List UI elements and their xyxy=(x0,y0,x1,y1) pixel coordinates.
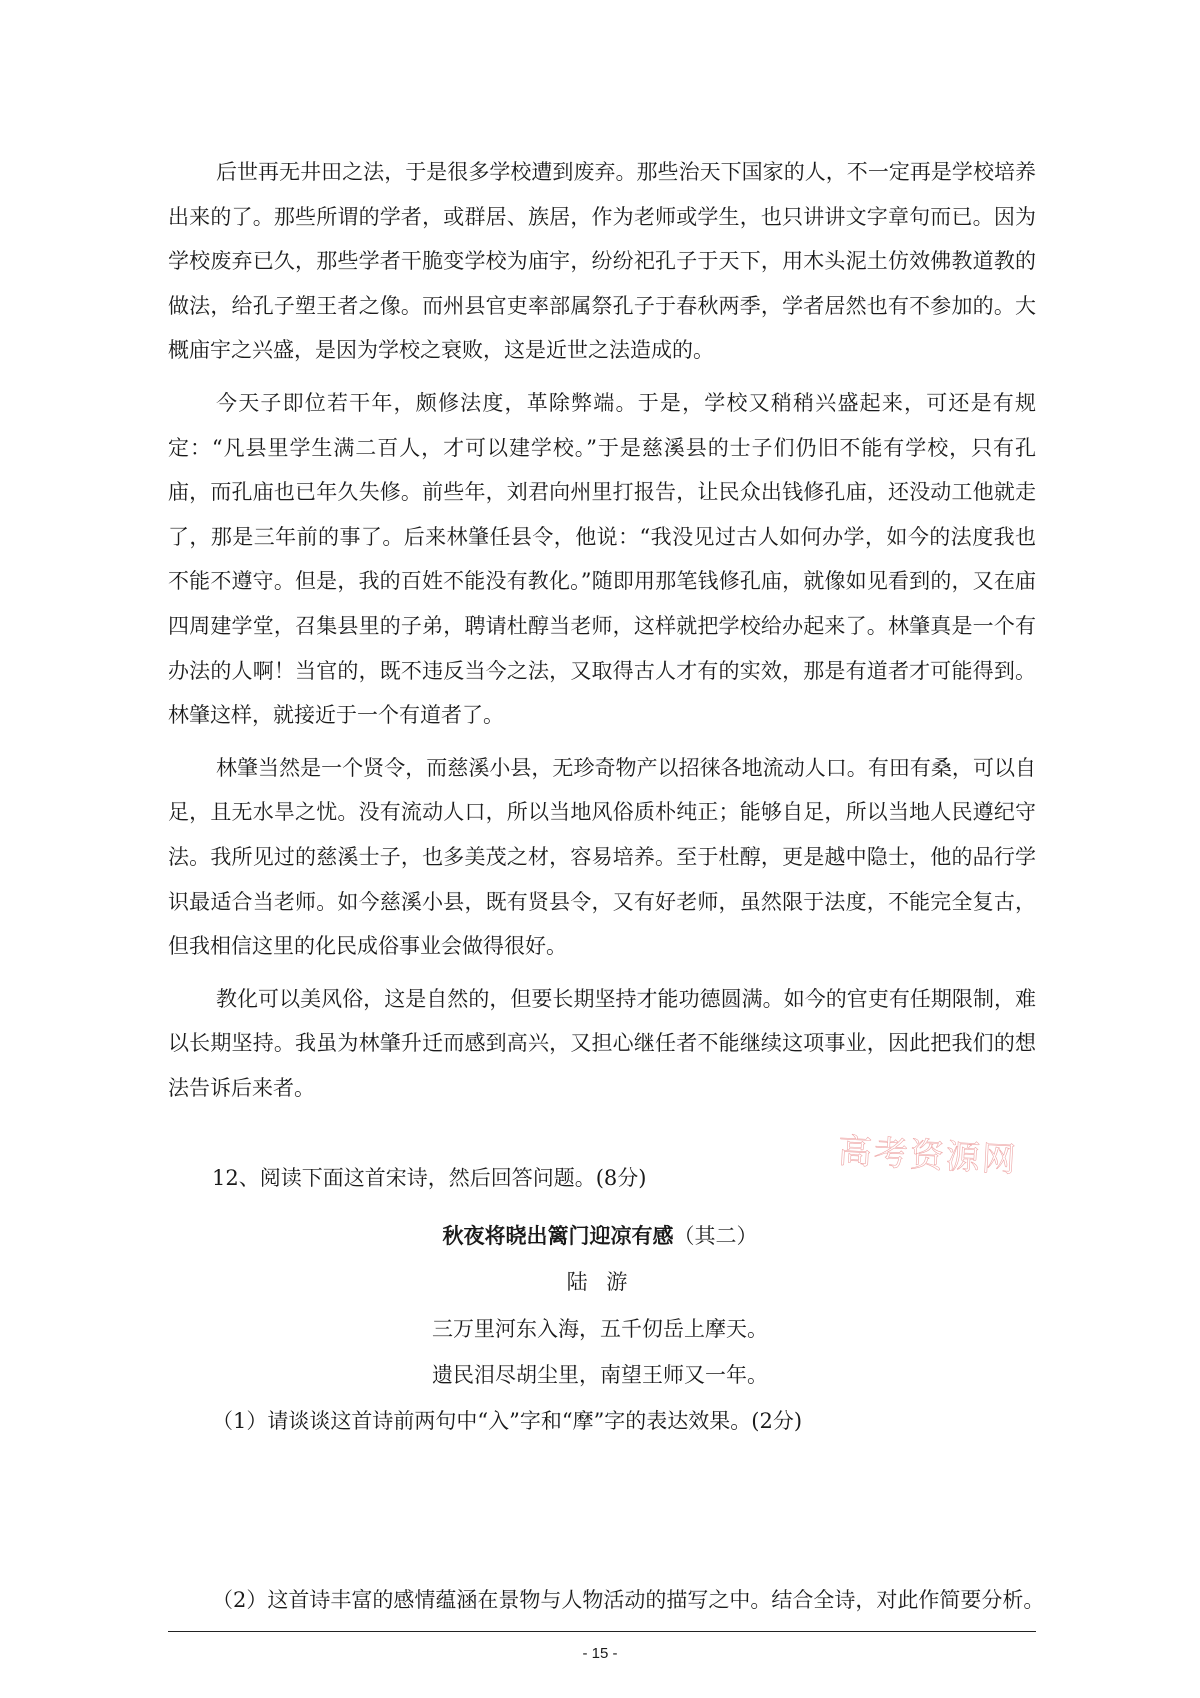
poem-line-2: 遗民泪尽胡尘里，南望王师又一年。 xyxy=(432,1363,768,1387)
watermark-stamp: 高考资源网 xyxy=(836,1131,1019,1181)
poem-title-note: （其二） xyxy=(673,1224,758,1248)
poem-line-1: 三万里河东入海，五千仞岳上摩天。 xyxy=(432,1317,768,1341)
poem-author: 陆 游 xyxy=(566,1270,634,1294)
paragraph-3: 林肇当然是一个贤令，而慈溪小县，无珍奇物产以招徕各地流动人口。有田有桑，可以自足，且无水旱之忧。没有流动人口，所以当地风俗质朴纯正；能够自足，所以当地人民遵纪守法。我所见过的慈溪士子，也多美茂之材，容易培养。至于杜醇，更是越中隐士，他的品行学识最适合当老师。如今慈溪小县，既有贤县令，又有好老师，虽然限于法度，不能完全复古，但我相信这里的化民成俗事业会做得很好。 xyxy=(168,755,1036,959)
page-number: - 15 - xyxy=(582,1645,618,1662)
paragraph-4: 教化可以美风俗，这是自然的，但要长期坚持才能功德圆满。如今的官吏有任期限制，难以长期坚持。我虽为林肇升迁而感到高兴，又担心继任者不能继续这项事业，因此把我们的想法告诉后来者。 xyxy=(168,986,1036,1100)
passage-text xyxy=(168,150,1036,1118)
subquestion-1: （1）请谈谈这首诗前两句中“入”字和“摩”字的表达效果。(2分) xyxy=(212,1409,803,1433)
poem-title-text: 秋夜将晓出篱门迎凉有感 xyxy=(442,1223,674,1248)
subquestion-2: （2）这首诗丰富的感情蕴涵在景物与人物活动的描写之中。结合全诗，对此作简要分析。 xyxy=(212,1588,1045,1612)
poem-title xyxy=(0,1220,1200,1250)
question-12: 12、阅读下面这首宋诗，然后回答问题。(8分) xyxy=(212,1166,647,1190)
footer-divider xyxy=(168,1631,1036,1632)
paragraph-2: 今天子即位若干年，颇修法度，革除弊端。于是，学校又稍稍兴盛起来，可还是有规定：“凡县里学生满二百人，才可以建学校。”于是慈溪县的士子们仍旧不能有学校，只有孔庙，而孔庙也已年久失修。前些年，刘君向州里打报告，让民众出钱修孔庙，还没动工他就走了，那是三年前的事了。后来林肇任县令，他说：“我没见过古人如何办学，如今的法度我也不能不遵守。但是，我的百姓不能没有教化。”随即用那笔钱修孔庙，就像如见看到的，又在庙四周建学堂，召集县里的子弟，聘请杜醇当老师，这样就把学校给办起来了。林肇真是一个有办法的人啊！当官的，既不违反当今之法，又取得古人才有的实效，那是有道者才可能得到。林肇这样，就接近于一个有道者了。 xyxy=(168,390,1036,728)
paragraph-1: 后世再无井田之法，于是很多学校遭到废弃。那些治天下国家的人，不一定再是学校培养出来的了。那些所谓的学者，或群居、族居，作为老师或学生，也只讲讲文字章句而已。因为学校废弃已久，那些学者干脆变学校为庙宇，纷纷祀孔子于天下，用木头泥土仿效佛教道教的做法，给孔子塑王者之像。而州县官吏率部属祭孔子于春秋两季，学者居然也有不参加的。大概庙宇之兴盛，是因为学校之衰败，这是近世之法造成的。 xyxy=(168,160,1036,363)
